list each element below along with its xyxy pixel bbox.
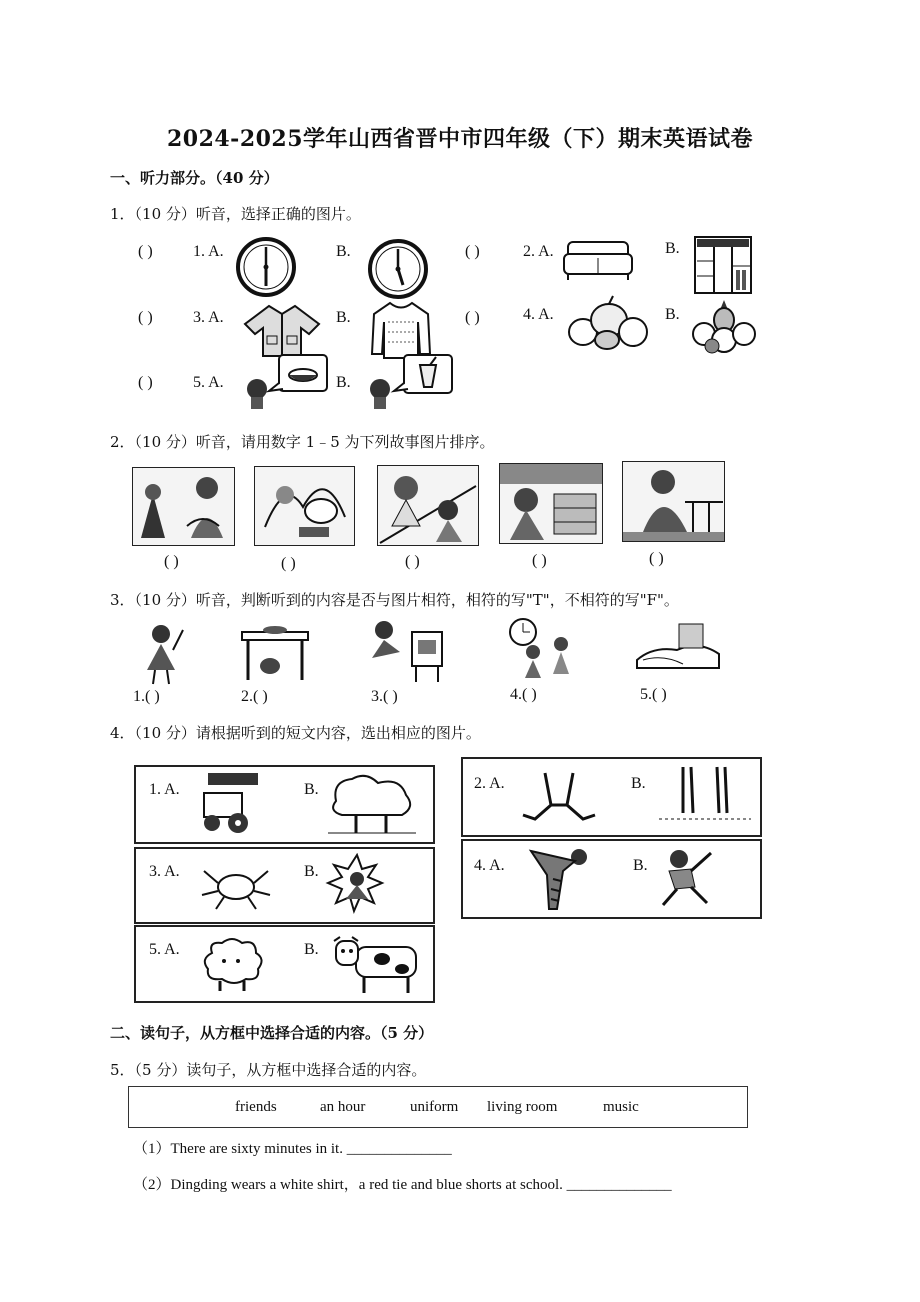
- q1-label-a: 3. A.: [193, 309, 224, 326]
- q4-label-a: 5. A.: [149, 941, 180, 958]
- q4-label-a: 1. A.: [149, 781, 180, 798]
- q4-text: 4．（10 分）请根据听到的短文内容，选出相应的图片。: [110, 724, 481, 742]
- word-option: friends: [235, 1099, 277, 1115]
- judge-blank[interactable]: 5.( ): [640, 686, 667, 703]
- q1-label-b: B.: [665, 240, 680, 257]
- section1-heading: 一、听力部分。（40 分）: [110, 169, 279, 187]
- q1-label-b: B.: [336, 374, 351, 391]
- clock-icon: [367, 238, 429, 300]
- tractor-icon: [194, 771, 260, 837]
- vegetables-icon: [565, 294, 651, 352]
- order-blank[interactable]: ( ): [281, 555, 296, 572]
- story-picture-1: [132, 467, 235, 546]
- word-option: uniform: [410, 1099, 459, 1115]
- word-box: [128, 1086, 748, 1128]
- clock-kids-picture: [503, 616, 577, 682]
- q4-label-b: B.: [304, 941, 319, 958]
- jacket-icon: [243, 302, 321, 358]
- juice-icon: [366, 353, 456, 411]
- bed-picture: [633, 620, 723, 678]
- judge-blank[interactable]: 1.( ): [133, 688, 160, 705]
- q4-label-b: B.: [304, 781, 319, 798]
- tiger-icon: [523, 847, 593, 913]
- q1-paren: ( ): [465, 243, 480, 260]
- clock-icon: [235, 236, 297, 298]
- page-title: 2024-2025学年山西省晋中市四年级（下）期末英语试卷: [166, 126, 754, 152]
- order-blank[interactable]: ( ): [532, 552, 547, 569]
- crab-icon: [198, 859, 274, 911]
- story-picture-2: [254, 466, 355, 546]
- bookshelf-icon: [694, 236, 752, 294]
- boy-cheering-icon: [324, 853, 390, 917]
- q2-text: 2．（10 分）听音，请用数字 1﹣5 为下列故事图片排序。: [110, 433, 495, 451]
- word-option: music: [603, 1099, 639, 1115]
- noodles-icon: [243, 353, 331, 411]
- q1-paren: ( ): [138, 374, 153, 391]
- sentence-2: （2）Dingding wears a white shirt，a red tie and blue shorts at school. ______________: [133, 1177, 672, 1193]
- q1-paren: ( ): [138, 243, 153, 260]
- judge-blank[interactable]: 3.( ): [371, 688, 398, 705]
- q4-box-1: [134, 765, 435, 844]
- sweater-icon: [370, 300, 432, 360]
- fruit-icon: [690, 298, 758, 356]
- q1-label-b: B.: [336, 309, 351, 326]
- q4-box-3: [134, 847, 435, 924]
- order-blank[interactable]: ( ): [649, 550, 664, 567]
- q4-label-a: 2. A.: [474, 775, 505, 792]
- word-option: an hour: [320, 1099, 366, 1115]
- order-blank[interactable]: ( ): [164, 553, 179, 570]
- q1-label-a: 4. A.: [523, 306, 554, 323]
- q1-label-a: 1. A.: [193, 243, 224, 260]
- boy-running-icon: [655, 847, 717, 909]
- story-picture-3: [377, 465, 479, 546]
- q3-text: 3．（10 分）听音，判断听到的内容是否与图片相符，相符的写"T"，不相符的写"F"。: [110, 591, 679, 609]
- cow-icon: [332, 933, 422, 995]
- q4-label-a: 3. A.: [149, 863, 180, 880]
- q1-paren: ( ): [465, 309, 480, 326]
- q4-label-b: B.: [631, 775, 646, 792]
- q1-label-b: B.: [665, 306, 680, 323]
- q5-text: 5．（5 分）读句子，从方框中选择合适的内容。: [110, 1061, 427, 1079]
- q1-label-b: B.: [336, 243, 351, 260]
- boy-desk-picture: [366, 618, 448, 684]
- order-blank[interactable]: ( ): [405, 553, 420, 570]
- q1-paren: ( ): [138, 309, 153, 326]
- sofa-icon: [562, 238, 634, 282]
- judge-blank[interactable]: 2.( ): [241, 688, 268, 705]
- q4-box-2: [461, 757, 762, 837]
- legs-icon: [519, 769, 599, 825]
- q1-text: 1．（10 分）听音，选择正确的图片。: [110, 205, 361, 223]
- q1-label-a: 2. A.: [523, 243, 554, 260]
- q4-label-b: B.: [633, 857, 648, 874]
- q1-label-a: 5. A.: [193, 374, 224, 391]
- section2-heading: 二、读句子，从方框中选择合适的内容。（5 分）: [110, 1024, 434, 1042]
- word-option: living room: [487, 1099, 558, 1115]
- story-picture-4: [499, 463, 603, 544]
- legs-icon: [659, 765, 751, 827]
- q4-box-5: [134, 925, 435, 1003]
- q4-box-4: [461, 839, 762, 919]
- judge-blank[interactable]: 4.( ): [510, 686, 537, 703]
- sheep-icon: [198, 937, 268, 993]
- sentence-1: （1）There are sixty minutes in it. ______________: [133, 1141, 452, 1157]
- story-picture-5: [622, 461, 725, 542]
- q4-label-b: B.: [304, 863, 319, 880]
- girl-picture: [133, 620, 189, 686]
- q4-label-a: 4. A.: [474, 857, 505, 874]
- table-picture: [240, 622, 310, 682]
- tree-icon: [326, 771, 418, 837]
